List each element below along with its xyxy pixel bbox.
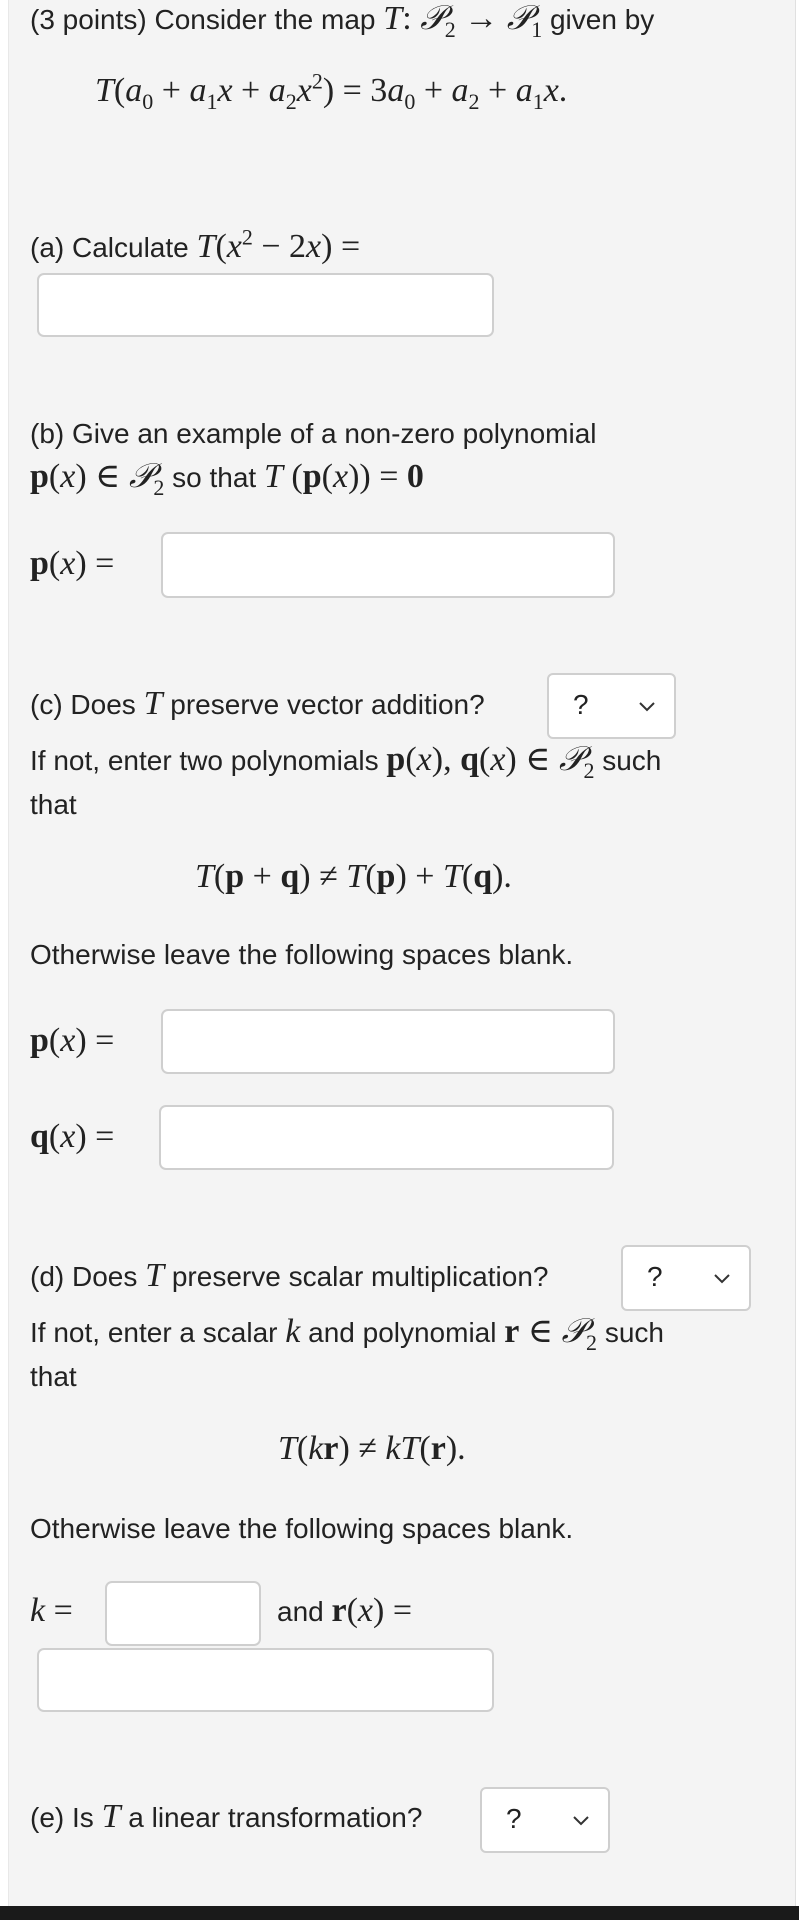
part-d-inequality: T(kr) ≠ kT(r). <box>278 1430 466 1467</box>
part-d-that: that <box>30 1361 77 1392</box>
part-c-question: (c) Does T preserve vector addition? <box>30 685 485 722</box>
part-d-k-input[interactable] <box>105 1581 261 1646</box>
part-e-question: (e) Is T a linear transformation? <box>30 1798 423 1835</box>
part-b-condition: p(x) ∈ 𝒫$_2$ so that T (p(x)) = 0 <box>30 458 424 500</box>
part-a-prompt: (a) Calculate $T(x^2 - 2x)$ = <box>30 224 361 265</box>
part-c-q-input[interactable] <box>159 1105 614 1170</box>
part-b-p-input[interactable] <box>161 532 615 598</box>
part-e-select-value: ? <box>506 1803 522 1834</box>
part-a-answer-input[interactable] <box>37 273 494 337</box>
part-c-p-label: p(x) = <box>30 1022 115 1059</box>
part-e-select[interactable] <box>480 1787 610 1853</box>
part-c-select[interactable] <box>547 673 676 739</box>
problem-statement: (3 points) Consider the map T: 𝒫$_2$ → 𝒫$_1$ given by <box>30 0 655 42</box>
part-c-otherwise: Otherwise leave the following spaces blank. <box>30 939 574 970</box>
part-d-otherwise: Otherwise leave the following spaces blank. <box>30 1513 574 1544</box>
part-b-p-label: p(x) = <box>30 545 115 582</box>
part-d-select-value: ? <box>647 1261 663 1292</box>
chevron-down-icon <box>570 1809 592 1831</box>
bottom-bar <box>0 1906 799 1920</box>
chevron-down-icon <box>636 695 658 717</box>
part-c-select-value: ? <box>573 689 589 720</box>
part-d-instruction: If not, enter a scalar k and polynomial r ∈ 𝒫$_2$ such <box>30 1313 664 1355</box>
part-c-inequality: T(p + q) ≠ T(p) + T(q). <box>195 858 512 895</box>
map-definition: $T(a_0 + a_1x + a_2x^2) = 3a_0 + a_2 + a_1x$. <box>95 68 568 114</box>
chevron-down-icon <box>711 1267 733 1289</box>
part-c-p-input[interactable] <box>161 1009 615 1074</box>
part-b-prompt: (b) Give an example of a non-zero polynomial <box>30 418 597 449</box>
part-d-r-input[interactable] <box>37 1648 494 1712</box>
part-d-r-label: and r(x) = <box>277 1592 413 1629</box>
part-c-q-label: q(x) = <box>30 1118 115 1155</box>
part-d-question: (d) Does T preserve scalar multiplication? <box>30 1257 549 1294</box>
part-d-select[interactable] <box>621 1245 751 1311</box>
part-c-that: that <box>30 789 77 820</box>
part-d-k-label: k = <box>30 1592 73 1629</box>
part-c-instruction: If not, enter two polynomials p(x), q(x) ∈ 𝒫$_2$ such <box>30 741 662 783</box>
